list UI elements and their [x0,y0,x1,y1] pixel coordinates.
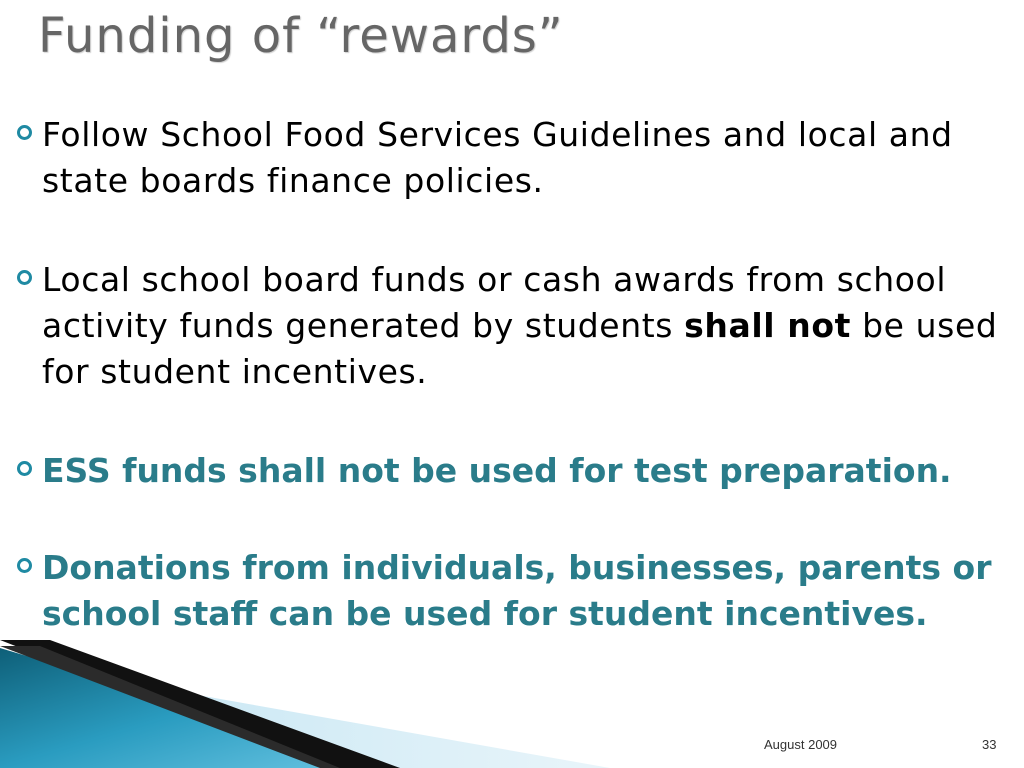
circle-bullet-icon [17,270,32,285]
circle-bullet-icon [17,461,32,476]
circle-bullet-icon [17,558,32,573]
bullet-item [17,112,1007,204]
slide-title: Funding of “rewards” [38,8,564,64]
bullet-text: Donations from individuals, businesses, parents or school staff can be used for student incentives. [42,548,992,633]
bullet-text [42,257,1007,395]
bullet-emphasis: shall not [684,306,852,345]
corner-decoration [0,640,620,768]
footer-date: August 2009 [764,737,838,752]
circle-bullet-icon [17,125,32,140]
bullet-text: Follow School Food Services Guidelines and local and state boards finance policies. [42,115,953,200]
bullet-item [17,257,1007,395]
bullet-text-part: be used for student incentives. [42,306,998,391]
bullet-text-part: Local school board funds or cash awards from school activity funds generated by students [42,260,947,345]
slide-number: 33 [982,737,997,752]
bullet-item [17,448,1007,494]
bullet-text: ESS funds shall not be used for test preparation. [42,451,952,490]
bullet-item [17,545,1007,637]
